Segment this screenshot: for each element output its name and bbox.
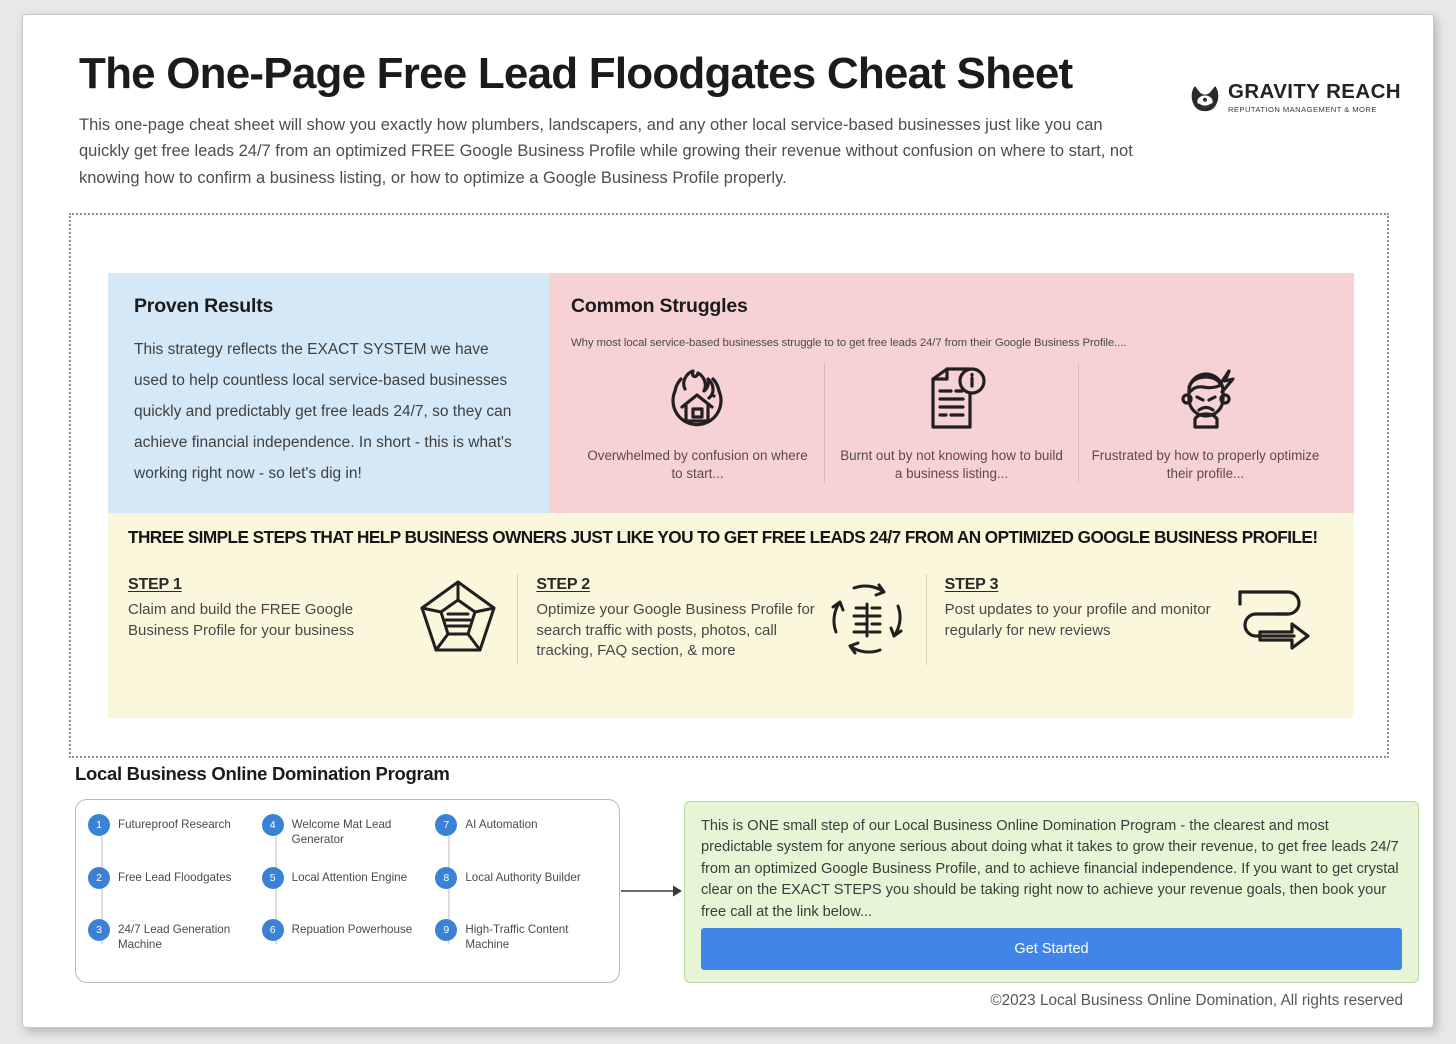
item-number-badge: 4 [262, 814, 284, 836]
item-number-badge: 9 [435, 919, 457, 941]
step-description: Claim and build the FREE Google Business Profile for your business [128, 601, 354, 639]
item-label: 24/7 Lead Generation Machine [118, 923, 231, 952]
program-item[interactable] [262, 814, 436, 867]
common-struggles-intro: Why most local service-based businesses struggle to to get free leads 24/7 from their Google Business Profile.... [571, 337, 1127, 349]
steps-banner: THREE SIMPLE STEPS THAT HELP BUSINESS OWNERS JUST LIKE YOU TO GET FREE LEADS 24/7 FROM AN OPTIMIZED GOOGLE BUSINESS PROFILE! [128, 527, 1318, 547]
program-column [262, 814, 436, 972]
struggle-caption: Overwhelmed by confusion on where to start... [587, 448, 808, 482]
program-item[interactable] [88, 919, 262, 972]
header [23, 15, 1433, 192]
item-label: Welcome Mat Lead Generator [291, 818, 392, 847]
top-panels [108, 273, 1354, 513]
item-label: Free Lead Floodgates [118, 870, 232, 884]
item-label: Local Authority Builder [465, 870, 581, 884]
gravity-reach-logo-icon [1188, 81, 1222, 115]
step-label: STEP 1 [128, 576, 182, 593]
page-subtitle: This one-page cheat sheet will show you exactly how plumbers, landscapers, and any other local service-based businesses just like you can quickly get free leads 24/7 from an optimized FREE Google Business Profile while growing their revenue without confusion on where to start, not knowing how to confirm a business listing, or how to optimize a Google Business Profile properly. [79, 115, 1133, 188]
item-number-badge: 6 [262, 919, 284, 941]
program-column [435, 814, 609, 972]
program-grid [75, 799, 620, 983]
program-title: Local Business Online Domination Program [75, 763, 450, 784]
program-item[interactable] [435, 919, 609, 972]
item-number-badge: 1 [88, 814, 110, 836]
brand-logo [1188, 81, 1401, 115]
struggles-list [571, 363, 1332, 483]
struggle-caption: Burnt out by not knowing how to build a business listing... [840, 448, 1063, 482]
steps-list [128, 574, 1334, 665]
program-item[interactable] [88, 814, 262, 867]
program-item[interactable] [262, 919, 436, 972]
step-item [128, 574, 517, 665]
cta-panel [684, 801, 1419, 983]
content-frame [69, 213, 1389, 758]
item-number-badge: 3 [88, 919, 110, 941]
target-refresh-icon [824, 574, 910, 665]
step-description: Optimize your Google Business Profile for search traffic with posts, photos, call tracking, FAQ section, & more [536, 601, 815, 660]
steps-panel [108, 513, 1354, 718]
item-number-badge: 7 [435, 814, 457, 836]
item-number-badge: 2 [88, 867, 110, 889]
step-item [517, 574, 925, 665]
program-item[interactable] [435, 867, 609, 920]
struggle-caption: Frustrated by how to properly optimize their profile... [1091, 448, 1320, 482]
step-label: STEP 3 [944, 576, 999, 593]
document-info-icon [915, 363, 989, 437]
proven-results-body: This strategy reflects the EXACT SYSTEM we have used to help countless local service-based businesses quickly and predictably get free leads 24/7, so they can achieve financial independence. In short - this is what's working right now - so let's dig in! [134, 341, 512, 482]
pentagon-list-icon [415, 574, 501, 665]
item-label: Local Attention Engine [291, 870, 408, 884]
proven-results-panel [108, 273, 549, 513]
step-item [926, 574, 1334, 665]
frustrated-person-icon [1169, 363, 1243, 437]
page-title: The One-Page Free Lead Floodgates Cheat Sheet [79, 49, 1073, 98]
item-label: High-Traffic Content Machine [465, 923, 569, 952]
proven-results-heading: Proven Results [134, 295, 274, 317]
copyright-footer: ©2023 Local Business Online Domination, All rights reserved [990, 992, 1403, 1009]
item-number-badge: 5 [262, 867, 284, 889]
cheat-sheet-page [22, 14, 1434, 1028]
program-item[interactable] [262, 867, 436, 920]
logo-tagline: REPUTATION MANAGEMENT & MORE [1227, 104, 1377, 114]
struggle-item [571, 363, 824, 483]
get-started-button[interactable]: Get Started [701, 928, 1402, 970]
item-label: AI Automation [465, 818, 538, 831]
item-label: Repuation Powerhouse [291, 923, 413, 937]
struggle-item [824, 363, 1078, 483]
struggle-item [1078, 363, 1332, 483]
flow-arrow-icon [621, 884, 683, 898]
step-label: STEP 2 [536, 576, 590, 593]
burning-house-icon [661, 363, 735, 437]
logo-name: GRAVITY REACH [1227, 80, 1401, 104]
cta-description: This is ONE small step of our Local Business Online Domination Program - the clearest and most predictable system for anyone serious about doing what it takes to grow their revenue, to get free leads 24/7 from an optimized Google Business Profile, and to achieve financial independence. If you want to get crystal clear on the EXACT STEPS you should be taking right now to achieve your revenue goals, then book your free call at the link below... [701, 818, 1399, 920]
item-label: Futureproof Research [118, 818, 231, 831]
common-struggles-panel [549, 273, 1354, 513]
step-description: Post updates to your profile and monitor regularly for new reviews [944, 601, 1211, 639]
common-struggles-heading: Common Struggles [571, 295, 748, 317]
program-item[interactable] [435, 814, 609, 867]
winding-arrow-icon [1232, 574, 1318, 665]
program-item[interactable] [88, 867, 262, 920]
program-column [88, 814, 262, 972]
item-number-badge: 8 [435, 867, 457, 889]
